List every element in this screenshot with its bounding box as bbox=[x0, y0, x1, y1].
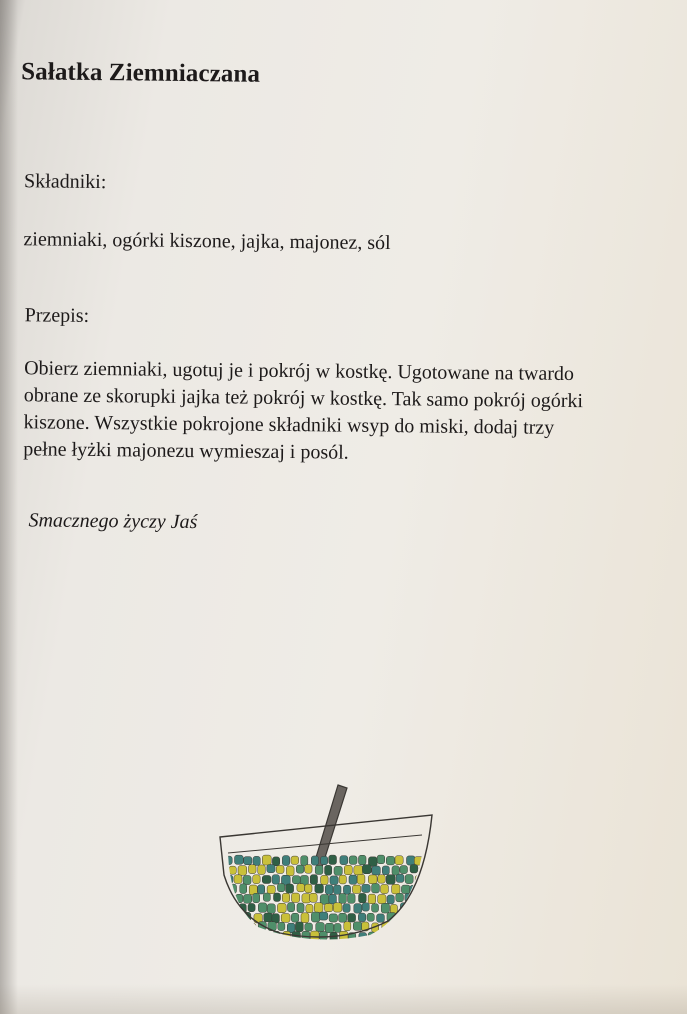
salad-piece bbox=[325, 865, 332, 875]
salad-piece bbox=[334, 866, 342, 875]
salad-piece bbox=[377, 914, 385, 922]
salad-piece bbox=[264, 913, 273, 922]
salad-piece bbox=[258, 885, 265, 894]
salad-piece bbox=[349, 856, 357, 865]
salad-piece bbox=[286, 866, 294, 876]
salad-piece bbox=[238, 866, 247, 876]
salad-piece bbox=[359, 933, 367, 942]
salad-piece bbox=[372, 884, 380, 893]
salad-piece bbox=[334, 885, 342, 894]
salad-piece bbox=[291, 856, 299, 864]
salad-piece bbox=[325, 885, 333, 894]
salad-piece bbox=[296, 865, 304, 873]
salad-piece bbox=[378, 875, 385, 883]
salad-piece bbox=[425, 932, 433, 940]
salad-piece bbox=[267, 865, 275, 873]
salad-piece bbox=[263, 893, 270, 901]
salad-piece bbox=[354, 904, 362, 914]
salad-piece bbox=[372, 866, 381, 875]
salad-piece bbox=[248, 903, 255, 911]
salad-piece bbox=[321, 856, 328, 864]
salad-piece bbox=[310, 931, 319, 941]
method-line: pełne łyżki majonezu wymieszaj i posól. bbox=[23, 438, 349, 464]
salad-piece bbox=[387, 932, 394, 941]
salad-piece bbox=[225, 856, 232, 864]
salad-piece bbox=[286, 884, 294, 893]
salad-piece bbox=[253, 856, 260, 865]
salad-piece bbox=[392, 884, 400, 894]
salad-piece bbox=[419, 922, 426, 932]
salad-piece bbox=[406, 856, 415, 865]
salad-piece bbox=[334, 923, 341, 932]
salad-piece bbox=[297, 903, 304, 913]
salad-bowl-drawing-icon bbox=[210, 775, 440, 950]
salad-piece bbox=[378, 894, 386, 903]
salad-piece bbox=[362, 903, 369, 911]
salad-piece bbox=[262, 875, 271, 883]
salad-pieces bbox=[225, 855, 439, 942]
salad-piece bbox=[277, 884, 284, 892]
salad-piece bbox=[411, 903, 418, 912]
salad-piece bbox=[396, 893, 404, 902]
salad-piece bbox=[392, 923, 401, 932]
method-label: Przepis: bbox=[24, 304, 90, 327]
salad-piece bbox=[357, 874, 365, 884]
salad-piece bbox=[267, 885, 275, 893]
salad-piece bbox=[301, 913, 309, 923]
salad-piece bbox=[329, 894, 337, 904]
salad-piece bbox=[276, 865, 284, 873]
salad-piece bbox=[358, 855, 366, 865]
salad-piece bbox=[424, 912, 432, 921]
salad-piece bbox=[282, 893, 290, 902]
salad-piece bbox=[281, 914, 290, 923]
salad-piece bbox=[311, 912, 320, 922]
salad-piece bbox=[352, 885, 360, 893]
salad-piece bbox=[278, 922, 285, 930]
salad-piece bbox=[305, 923, 313, 931]
salad-piece bbox=[382, 866, 389, 875]
salad-piece bbox=[401, 885, 410, 893]
salad-piece bbox=[419, 885, 426, 895]
salad-piece bbox=[339, 913, 347, 922]
salad-piece bbox=[305, 865, 312, 874]
salad-piece bbox=[397, 912, 405, 921]
salad-piece bbox=[325, 923, 334, 933]
salad-piece bbox=[344, 922, 351, 931]
salad-piece bbox=[262, 855, 271, 865]
salad-piece bbox=[253, 932, 260, 941]
recipe-title: Sałatka Ziemniaczana bbox=[21, 58, 261, 88]
salad-piece bbox=[264, 933, 271, 942]
salad-piece bbox=[324, 904, 332, 912]
method-line: kiszone. Wszystkie pokrojone składniki wsyp do miski, dodaj trzy bbox=[23, 411, 555, 439]
salad-piece bbox=[234, 913, 242, 923]
salad-piece bbox=[429, 866, 436, 875]
salad-piece bbox=[386, 875, 395, 885]
ingredients-list: ziemniaki, ogórki kiszone, jajka, majonez, sól bbox=[23, 228, 391, 255]
salad-piece bbox=[243, 894, 251, 903]
salad-piece bbox=[283, 931, 291, 939]
salad-piece bbox=[406, 933, 414, 941]
salad-piece bbox=[400, 866, 408, 874]
salad-piece bbox=[362, 865, 371, 874]
salad-piece bbox=[244, 857, 252, 865]
salad-piece bbox=[359, 893, 367, 902]
salad-piece bbox=[301, 856, 308, 866]
salad-piece bbox=[319, 931, 327, 940]
salad-piece bbox=[329, 914, 338, 922]
salad-piece bbox=[386, 856, 394, 865]
salad-piece bbox=[272, 875, 279, 884]
salad-piece bbox=[240, 884, 247, 894]
salad-piece bbox=[229, 866, 236, 874]
salad-piece bbox=[258, 903, 267, 912]
salad-piece bbox=[414, 931, 422, 939]
salad-piece bbox=[225, 914, 232, 924]
salad-piece bbox=[381, 903, 389, 913]
salad-piece bbox=[387, 895, 394, 904]
salad-piece bbox=[235, 932, 242, 940]
salad-piece bbox=[315, 884, 324, 893]
salad-piece bbox=[395, 856, 403, 865]
salad-piece bbox=[344, 865, 352, 874]
salad-piece bbox=[368, 875, 377, 884]
salad-piece bbox=[333, 903, 342, 912]
method-line: Obierz ziemniaki, ugotuj je i pokrój w kostkę. Ugotowane na twardo bbox=[24, 357, 575, 386]
salad-piece bbox=[348, 914, 356, 922]
salad-piece bbox=[397, 932, 404, 941]
salad-piece bbox=[367, 913, 374, 921]
salad-piece bbox=[297, 884, 305, 892]
salad-piece bbox=[319, 912, 328, 920]
salad-piece bbox=[226, 932, 235, 942]
salad-piece bbox=[314, 903, 323, 913]
ingredients-label: Składniki: bbox=[23, 170, 107, 194]
salad-piece bbox=[429, 903, 438, 912]
salad-piece bbox=[396, 874, 404, 882]
salad-piece bbox=[406, 913, 414, 923]
salad-piece bbox=[291, 893, 299, 902]
salad-piece bbox=[287, 903, 294, 912]
salad-piece bbox=[310, 893, 318, 902]
salad-piece bbox=[339, 893, 347, 903]
salad-piece bbox=[243, 875, 251, 884]
salad-piece bbox=[339, 875, 346, 884]
salad-piece bbox=[234, 875, 242, 884]
salad-piece bbox=[340, 856, 348, 865]
salad-piece bbox=[230, 922, 238, 931]
salad-piece bbox=[273, 893, 280, 901]
salad-piece bbox=[362, 884, 371, 892]
salad-piece bbox=[377, 931, 384, 941]
salad-piece bbox=[306, 904, 313, 912]
salad-piece bbox=[401, 922, 410, 931]
salad-piece bbox=[405, 874, 413, 883]
salad-piece bbox=[392, 866, 399, 875]
salad-piece bbox=[348, 894, 356, 904]
salad-piece bbox=[249, 923, 256, 932]
salad-piece bbox=[353, 922, 362, 930]
salad-piece bbox=[410, 865, 418, 873]
salad-piece bbox=[253, 893, 260, 902]
salad-piece bbox=[368, 894, 376, 904]
salad-piece bbox=[315, 865, 323, 874]
salad-piece bbox=[277, 903, 286, 912]
salad-piece bbox=[415, 893, 423, 901]
salad-piece bbox=[424, 875, 431, 884]
salad-piece bbox=[343, 904, 350, 913]
method-line: obrane ze skorupki jajka też pokrój w kostkę. Tak samo pokrój ogórki bbox=[23, 384, 584, 413]
salad-piece bbox=[330, 876, 338, 885]
salad-piece bbox=[349, 875, 357, 884]
salad-piece bbox=[420, 904, 429, 913]
salad-piece bbox=[295, 922, 303, 932]
salad-piece bbox=[305, 884, 312, 893]
salad-piece bbox=[316, 922, 325, 931]
salad-piece bbox=[291, 913, 299, 922]
salad-piece bbox=[372, 904, 379, 912]
salad-piece bbox=[248, 865, 256, 874]
salad-piece bbox=[235, 855, 244, 864]
salad-piece bbox=[282, 856, 289, 866]
salad-piece bbox=[310, 875, 317, 885]
salad-piece bbox=[244, 932, 253, 941]
salad-piece bbox=[377, 855, 385, 864]
salad-piece bbox=[429, 922, 438, 931]
salad-piece bbox=[354, 866, 363, 875]
salad-piece bbox=[321, 875, 329, 884]
salad-piece bbox=[267, 904, 275, 914]
salad-piece bbox=[381, 884, 389, 893]
salad-piece bbox=[424, 893, 432, 902]
salad-piece bbox=[253, 875, 260, 884]
salad-piece bbox=[238, 922, 246, 931]
salad-piece bbox=[329, 855, 337, 864]
salad-piece bbox=[368, 932, 375, 942]
salad-piece bbox=[415, 912, 422, 922]
salad-piece bbox=[409, 922, 418, 930]
salad-piece bbox=[429, 884, 437, 892]
salad-piece bbox=[311, 856, 318, 865]
signature: Smacznego życzy Jaś bbox=[28, 509, 198, 534]
salad-piece bbox=[414, 857, 423, 866]
salad-piece bbox=[258, 865, 266, 875]
salad-piece bbox=[229, 904, 238, 914]
salad-piece bbox=[358, 913, 365, 921]
salad-piece bbox=[292, 876, 300, 884]
salad-piece bbox=[343, 885, 350, 894]
method-paragraph bbox=[23, 355, 634, 469]
